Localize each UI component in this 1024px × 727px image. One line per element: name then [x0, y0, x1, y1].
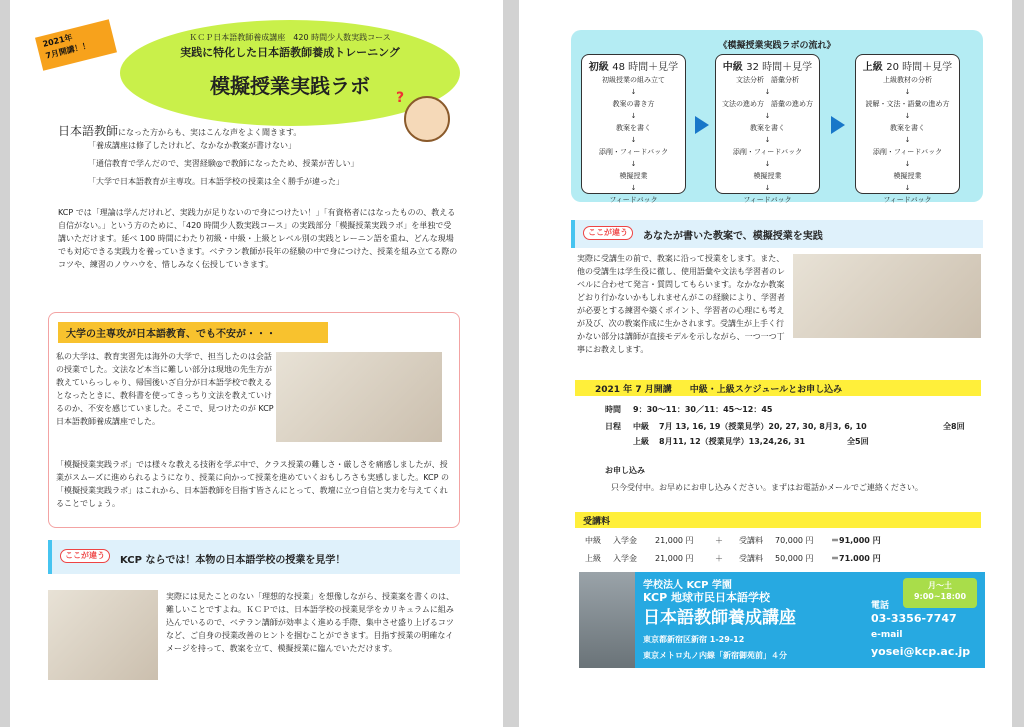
arrow-down-icon: ↓: [630, 160, 637, 168]
fee-title: 受講料: [583, 517, 611, 527]
days-label: 日程: [605, 422, 621, 431]
section-title: KCP ならでは！本物の日本語学校の授業を見学！: [120, 555, 346, 566]
arrow-down-icon: ↓: [764, 88, 771, 96]
teacher-illustration: [404, 96, 450, 142]
adv-total: 全5回: [847, 437, 869, 446]
phone-number[interactable]: 03-3356-7747: [871, 612, 957, 625]
apply-label: お申し込み: [605, 466, 645, 475]
lesson-observation-photo: [48, 590, 158, 680]
building-photo: [579, 572, 635, 668]
mid-total: 全8回: [943, 422, 965, 431]
arrow-down-icon: ↓: [904, 184, 911, 192]
stage-hours: 20 時間＋見学: [886, 62, 953, 73]
course-subtitle: 実践に特化した日本語教師養成トレーニング: [180, 46, 400, 59]
arrow-down-icon: ↓: [764, 136, 771, 144]
stage-beginner: [581, 54, 686, 204]
mid-dates: 7月 13, 16, 19（授業見学）20, 27, 30, 8月3, 6, 10: [659, 422, 867, 431]
stage-step: フィードバック: [743, 196, 792, 204]
quote: 「養成講座は修了したけれど、なかなか教案が書けない」: [88, 141, 296, 150]
arrow-down-icon: ↓: [764, 160, 771, 168]
mock-lesson-photo: [793, 254, 981, 338]
fee-entry: 21,000 円: [655, 536, 694, 545]
adv-dates: 8月11, 12（授業見学）13,24,26, 31: [659, 437, 806, 446]
stage-step: 模擬授業: [753, 172, 782, 180]
stage-step: 模擬授業: [893, 172, 922, 180]
email-label: e-mail: [871, 630, 903, 640]
stage-step: 模擬授業: [619, 172, 648, 180]
stage-level: 中級: [722, 62, 743, 73]
quote: 「大学で日本語教育が主専攻。日本語学校の授業は全く勝手が違った」: [88, 177, 344, 186]
stage-step: フィードバック: [609, 196, 658, 204]
quote: 「通信教育で学んだので、実習経験◎で教師になったため、授業が苦しい」: [88, 159, 359, 168]
stage-step: 添削・フィードバック: [872, 148, 943, 156]
banner-access: 東京メトロ丸ノ内線「新宿御苑前」４分: [643, 651, 787, 660]
right-page: [519, 0, 1012, 727]
arrow-down-icon: ↓: [904, 160, 911, 168]
stage-step: 文法分析 語彙分析: [736, 76, 799, 84]
page-title: 模擬授業実践ラボ: [210, 74, 370, 98]
arrow-down-icon: ↓: [630, 136, 637, 144]
arrow-down-icon: ↓: [630, 112, 637, 120]
testimonial-para-2: 「模擬授業実践ラボ」では様々な教える技術を学ぶ中で、クラス授業の難しさ・厳しさを痛感しましたが、授業がスムーズに進められるようになり、授業に向かって授業を進めていくおもしろさも実感しました。KCP の「模擬授業実践ラボ」はこれから、日本語教師を目指す皆さんにとって、教壇に立つ自信と実力を与えてくれることでしょう。: [56, 460, 449, 508]
stage-step: 添削・フィードバック: [598, 148, 669, 156]
course-line: ＫＣＰ日本語教師養成講座 420 時間少人数実践コース: [189, 33, 391, 42]
hours-label: 月～土: [928, 581, 952, 590]
arrow-down-icon: ↓: [630, 88, 637, 96]
difference-pill: ここが違う: [60, 549, 110, 563]
arrow-down-icon: ↓: [904, 112, 911, 120]
quote-list: [88, 139, 428, 188]
fee-total: ＝91,000 円: [831, 536, 881, 545]
arrow-right-icon: [695, 116, 709, 134]
question-mark-icon: ?: [396, 90, 405, 106]
schedule-title: 2021 年 7 月開講 中級・上級スケジュールとお申し込み: [595, 385, 843, 395]
adv-label: 上級: [633, 437, 649, 446]
phone-label: 電話: [871, 601, 890, 611]
arrow-down-icon: ↓: [764, 112, 771, 120]
fee-entry: 21,000 円: [655, 554, 694, 563]
stage-step: 教案を書く: [890, 124, 925, 132]
arrow-down-icon: ↓: [630, 184, 637, 192]
apply-text: 只今受付中。お早めにお申し込みください。まずはお電話かメールでご連絡ください。: [611, 483, 923, 492]
fee-tuition-label: 受講料: [739, 554, 763, 563]
arrow-down-icon: ↓: [904, 136, 911, 144]
testimonial-title: 大学の主専攻が日本語教育、でも不安が・・・: [58, 322, 328, 343]
banner-line3: 日本語教師養成講座: [643, 608, 796, 628]
time-label: 時間: [605, 405, 621, 414]
fee-level: 上級: [585, 554, 601, 563]
flow-title: 《模擬授業実践ラボの流れ》: [718, 41, 836, 51]
banner-line2: KCP 地球市民日本語学校: [643, 591, 770, 604]
intro-lead: 日本語教師: [58, 124, 119, 138]
fee-entry-label: 入学金: [613, 554, 637, 563]
stage-step: 添削・フィードバック: [732, 148, 803, 156]
hours-value: 9:00~18:00: [913, 592, 967, 601]
mock-lesson-paragraph: 実際に受講生の前で、教案に沿って授業をします。また、他の受講生は学生役に徹し、使用語彙や文法も学習者のレベルに合わせて発言・質問してもらいます。なかなか教案どおり行かないかもしれませんがこの経験により、学習者が必要とする練習や築くポイント、学習者の心理にも考えが及び、次の教案作成に生かされます。受講生が上手く行かない部分は講師が直接モデルを示しながら、一つ一つ丁寧にお教えします。: [577, 254, 785, 354]
fee-tuition: 50,000 円: [775, 554, 814, 563]
intro-text: になった方からも、実はこんな声をよく聞きます。: [118, 128, 302, 137]
difference-pill: ここが違う: [583, 226, 633, 240]
fee-plus: ＋: [715, 554, 723, 563]
stage-advanced: [855, 54, 960, 204]
observation-paragraph: 実際には見たことのない「理想的な授業」を想像しながら、授業案を書くのは、難しいことですよね。ＫＣＰでは、日本語学校の授業見学をカリキュラムに組み込んでいるので、ベテラン講師が効率よく進める手際、集中させ盛り上げるコツなど、ご自身の授業改善のヒントを掴むことができます。目指す授業の明確なイメージを持って、教案を立て、模擬授業に臨んでいただけます。: [166, 592, 454, 653]
stage-hours: 32 時間＋見学: [746, 62, 813, 73]
stage-step: フィードバック: [883, 196, 932, 204]
fee-header: [575, 512, 981, 528]
opening-flag: 2021年 7月開講！！: [35, 19, 117, 70]
stage-level: 初級: [588, 62, 609, 73]
stage-step: 教案の書き方: [612, 100, 655, 108]
stage-level: 上級: [862, 62, 883, 73]
fee-level: 中級: [585, 536, 601, 545]
left-page: [10, 0, 503, 727]
stage-hours: 48 時間＋見学: [612, 62, 679, 73]
arrow-down-icon: ↓: [764, 184, 771, 192]
stage-step: 文法の進め方 語彙の進め方: [722, 100, 813, 108]
stage-step: 教案を書く: [616, 124, 651, 132]
testimonial-para-1: 私の大学は、教育実習先は海外の大学で、担当したのは会話の授業でした。文法など本当に難しい部分は現地の先生方が教えていらっしゃり、帰国後いざ自分が日本語学校で教えるとなったときに、教科書を使ってきっちり文法を教えていけるのか、不安を感じていました。そこで、見つけたのが KCP 日本語教師養成講座でした。: [56, 352, 274, 426]
stage-step: 教案を書く: [750, 124, 785, 132]
time-value: 9：30～11：30／11：45～12：45: [633, 405, 773, 414]
stage-step: 初級授業の組み立て: [602, 76, 665, 84]
fee-entry-label: 入学金: [613, 536, 637, 545]
kcp-paragraph: KCP では「理論は学んだけれど、実践力が足りないので身につけたい！」「有資格者にはなったものの、教える自信がない。」という方のために、「420 時間少人数実践コース」の実践部分「模擬授業実践ラボ」を単独で受講いただけます。延べ 100 時間にわたり初級・中級・上級とレベル別の実践とレーニン語を重ね、どんな現場でも対応できる実践力を養っていきます。ベテラン教師が長年の経験の中で身につけた、授業を組み立てる際のコツや、練習のノウハウを、惜しみなく伝授していきます。: [58, 208, 458, 269]
fee-plus: ＋: [715, 536, 723, 545]
banner-line1: 学校法人 KCP 学園: [643, 580, 732, 591]
arrow-right-icon: [831, 116, 845, 134]
email-address[interactable]: yosei@kcp.ac.jp: [871, 645, 971, 658]
classroom-photo: [276, 352, 442, 442]
stage-step: 上級教材の分析: [883, 76, 932, 84]
fee-total: ＝71.000 円: [831, 554, 881, 563]
arrow-down-icon: ↓: [904, 88, 911, 96]
stage-intermediate: [715, 54, 820, 204]
banner-address: 東京都新宿区新宿 1-29-12: [643, 635, 745, 644]
section-title: あなたが書いた教案で、模擬授業を実践: [643, 231, 823, 242]
fee-tuition-label: 受講料: [739, 536, 763, 545]
stage-step: 読解・文法・語彙の進め方: [865, 100, 950, 108]
fee-tuition: 70,000 円: [775, 536, 814, 545]
mid-label: 中級: [633, 422, 649, 431]
